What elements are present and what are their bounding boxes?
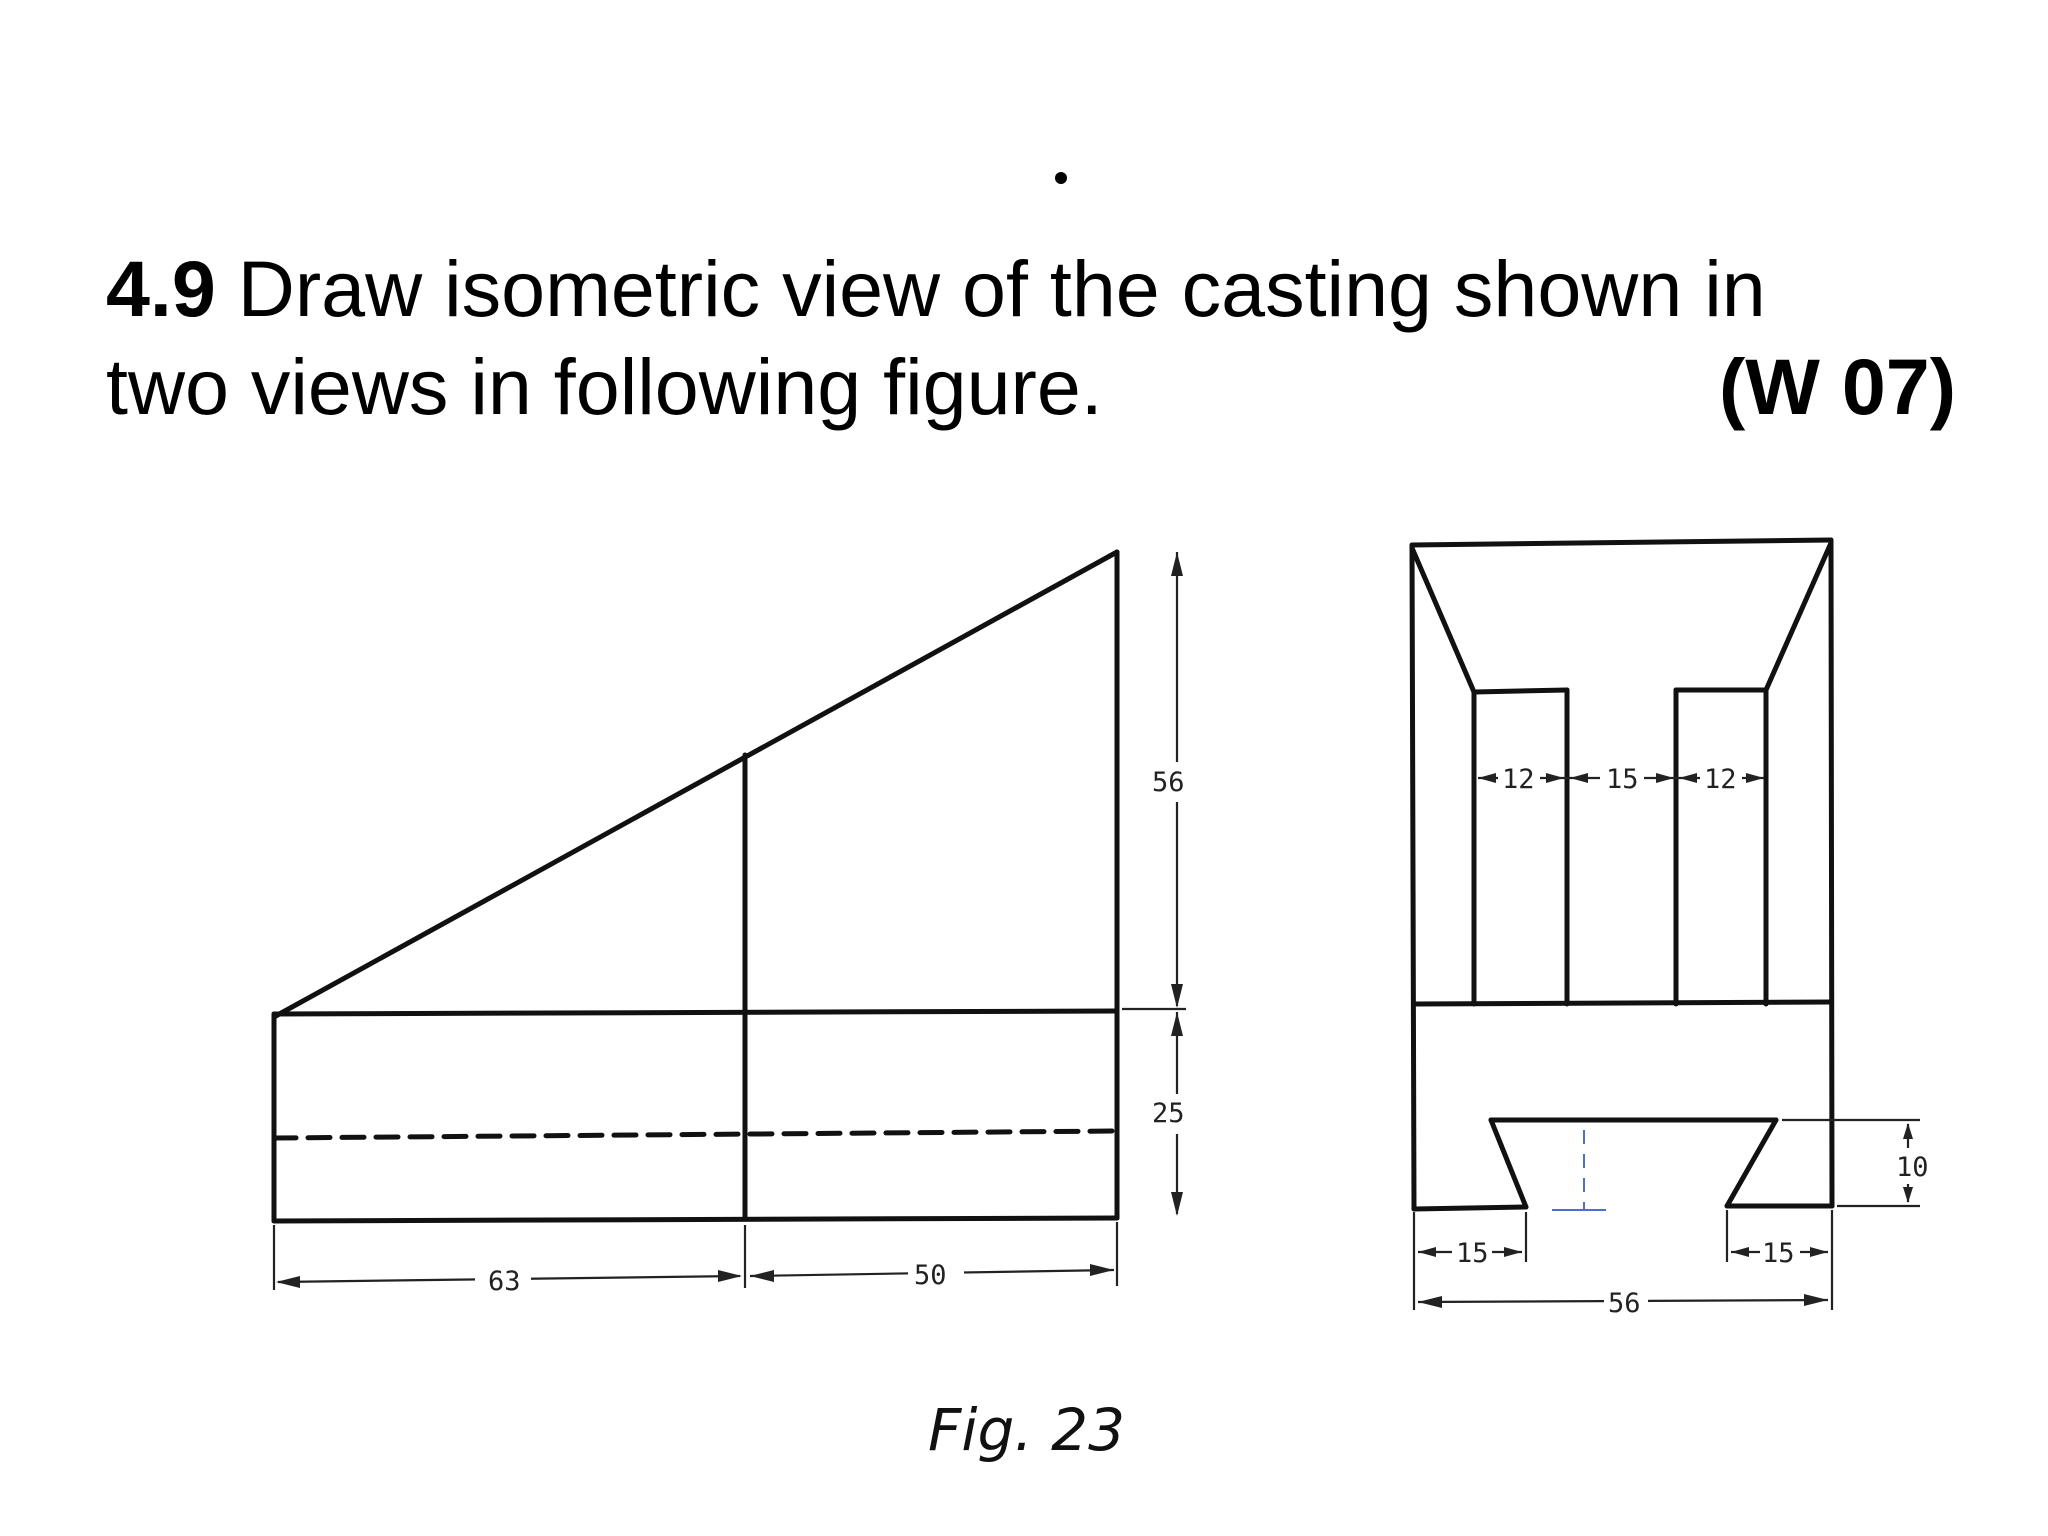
question-line-2: two views in following figure. <box>106 342 1103 431</box>
dim-arrow <box>750 1270 774 1282</box>
side-bottom-left <box>1414 1207 1526 1209</box>
dim-label-15-gap: 15 <box>1606 764 1639 795</box>
dim-label-56-vertical: 56 <box>1152 767 1185 798</box>
dim-arrow <box>1418 1247 1436 1257</box>
side-base-top <box>1414 1002 1831 1004</box>
front-base-bottom <box>274 1218 1117 1221</box>
dim-arrow <box>1804 1294 1828 1306</box>
question-line-1: Draw isometric view of the casting shown in <box>237 244 1766 333</box>
dim-arrow <box>1679 773 1697 783</box>
dim-arrow <box>1171 984 1183 1008</box>
dim-arrow <box>1903 1123 1913 1139</box>
front-hidden-line <box>274 1131 1117 1138</box>
side-taper-right <box>1766 543 1831 690</box>
dim-arrow <box>1570 773 1588 783</box>
dim-label-56-overall: 56 <box>1608 1288 1641 1319</box>
dovetail-left-slant <box>1491 1120 1526 1207</box>
side-top-edge <box>1412 540 1831 545</box>
dim-label-50: 50 <box>914 1260 947 1291</box>
front-view <box>274 552 1200 1297</box>
dim-arrow <box>1656 773 1674 783</box>
front-slope-line <box>274 552 1117 1017</box>
dim-arrow <box>1478 773 1496 783</box>
dim-label-12-right: 12 <box>1704 764 1737 795</box>
dim-label-15-left: 15 <box>1456 1238 1489 1269</box>
dim-label-12-left: 12 <box>1502 764 1535 795</box>
front-base-top <box>274 1011 1117 1014</box>
dim-arrow <box>1171 552 1183 576</box>
slot-left-top <box>1474 690 1567 692</box>
dim-arrow <box>1546 773 1564 783</box>
question-number: 4.9 <box>106 244 216 333</box>
dim-arrow <box>1504 1247 1522 1257</box>
dim-arrow <box>1731 1247 1749 1257</box>
dim-arrow <box>276 1276 300 1288</box>
dim-arrow <box>1090 1264 1114 1276</box>
side-view <box>1412 540 1929 1319</box>
dim-arrow <box>1171 1192 1183 1216</box>
figure-caption: Fig. 23 <box>928 1396 1125 1464</box>
dim-arrow <box>1418 1296 1442 1308</box>
side-left-edge <box>1412 545 1414 1209</box>
dim-label-25: 25 <box>1152 1098 1185 1129</box>
dim-label-10: 10 <box>1896 1152 1929 1183</box>
dim-arrow <box>1903 1187 1913 1203</box>
dim-label-15-right: 15 <box>1762 1238 1795 1269</box>
dim-arrow <box>718 1270 742 1282</box>
dim-label-63: 63 <box>488 1266 521 1297</box>
side-taper-left <box>1412 548 1474 692</box>
exam-code: (W 07) <box>1719 342 1956 431</box>
dovetail-right-slant <box>1727 1120 1776 1206</box>
side-right-edge <box>1831 540 1832 1206</box>
dim-arrow <box>1171 1012 1183 1036</box>
dim-arrow <box>1746 773 1764 783</box>
dim-arrow <box>1810 1247 1828 1257</box>
